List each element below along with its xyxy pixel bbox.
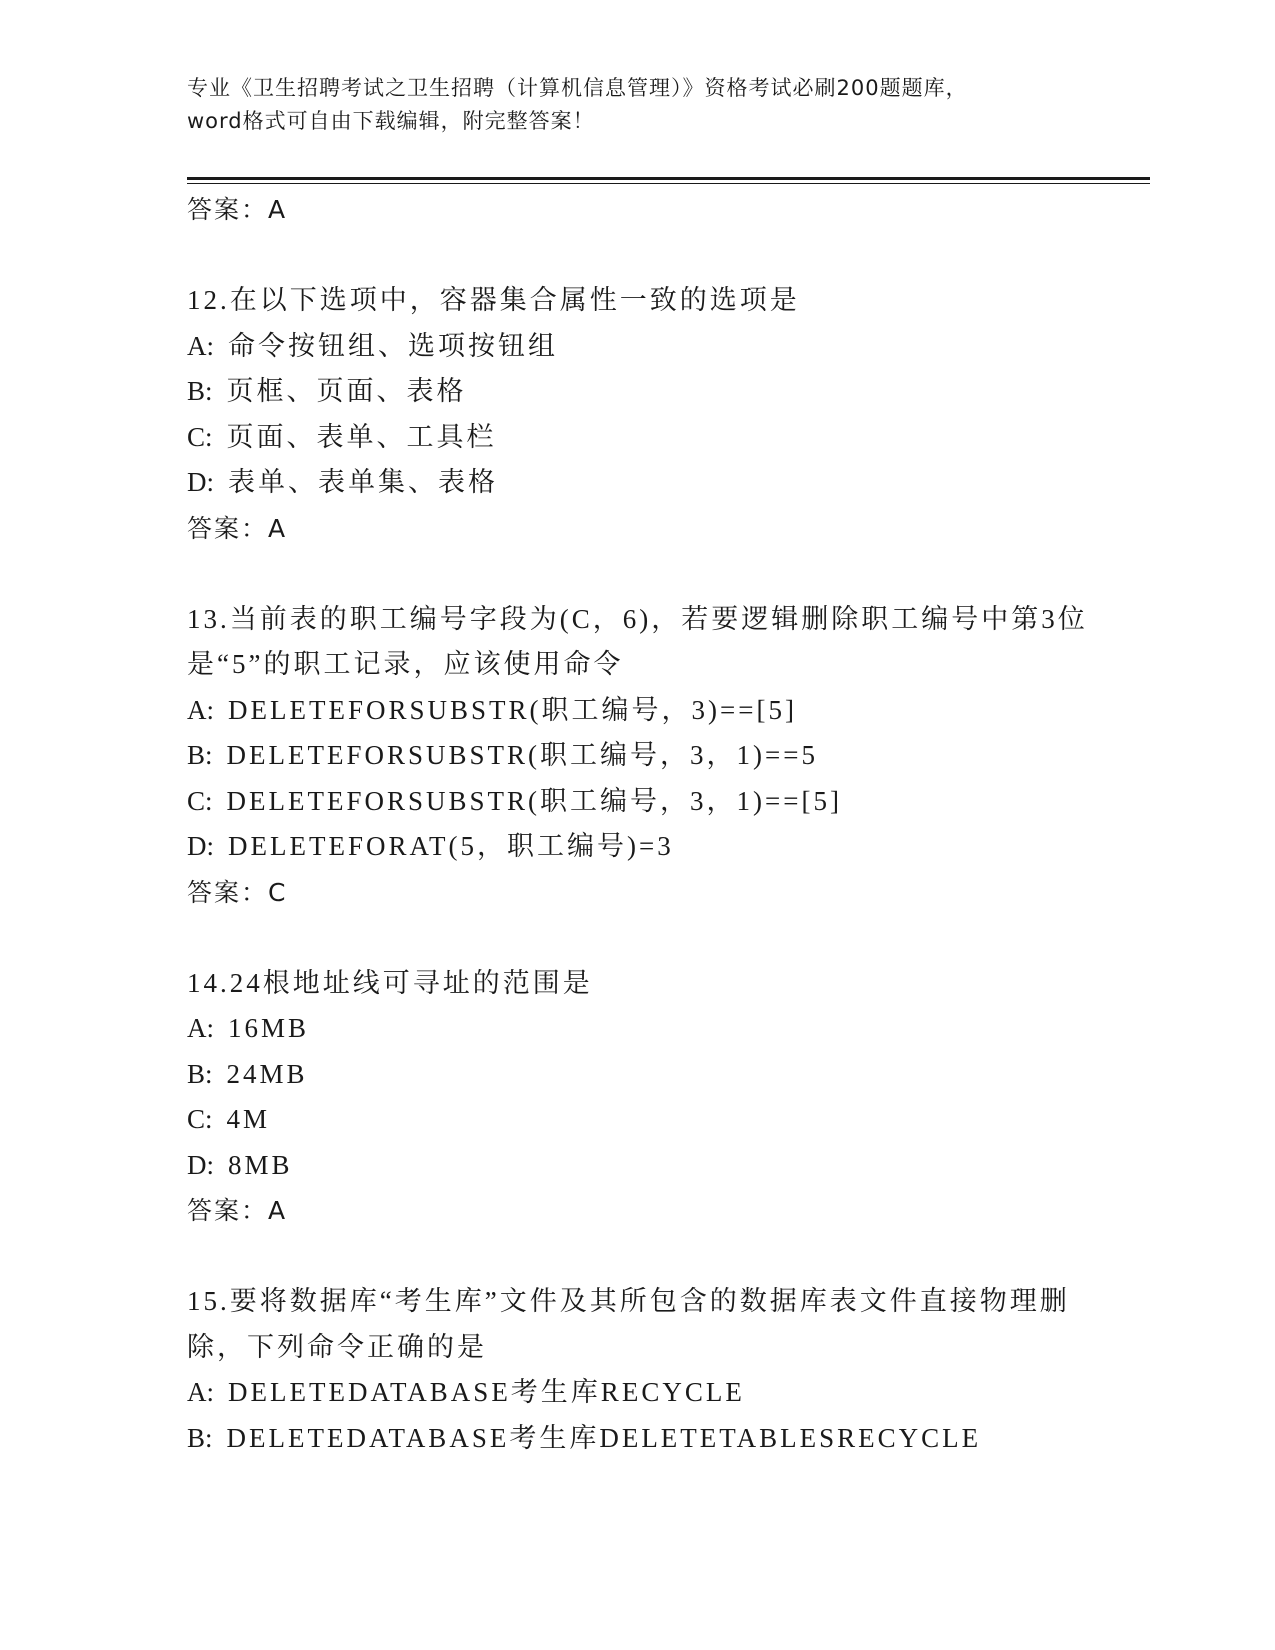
option-text: DELETEFORSUBSTR(职工编号，3，1)==5 [226,740,818,770]
header-divider-thin [187,183,1150,184]
option-key: C: [187,421,213,452]
option-key: B: [187,376,213,406]
answer-label: 答案： [187,513,269,543]
option-item [187,733,1087,779]
question-spacer [187,916,1087,961]
question-text: 14.24根地址线可寻址的范围是 [187,967,593,998]
option-key: A: [187,694,214,725]
answer-value: A [268,195,286,224]
header-line-1: 专业《卫生招聘考试之卫生招聘（计算机信息管理）》资格考试必刷200题题库， [187,76,968,100]
question-block [187,278,1087,552]
answer-label: 答案： [187,1196,269,1225]
header-line-2: word格式可自由下载编辑，附完整答案！ [187,109,595,133]
option-item [187,324,1087,370]
option-item [187,460,1087,506]
option-text: DELETEDATABASE考生库DELETETABLESRECYCLE [226,1422,982,1453]
option-text: 表单、表单集、表格 [228,467,498,497]
question-spacer [187,233,1087,278]
option-text: 4M [226,1104,271,1134]
option-key: C: [187,1104,213,1134]
question-text: 是“5”的职工记录，应该使用命令 [187,649,624,679]
option-key: D: [187,467,214,497]
question-text: 13.当前表的职工编号字段为(C，6)，若要逻辑删除职工编号中第3位 [187,603,1088,634]
answer-label: 答案： [187,195,269,224]
option-key: D: [187,831,214,861]
option-key: C: [187,785,213,816]
question-spacer [187,1234,1087,1279]
option-item [187,824,1087,870]
option-text: 8MB [228,1149,293,1180]
question-list [187,187,1087,1461]
answer-label: 答案： [187,877,269,907]
answer-line [187,1188,1087,1234]
option-key: A: [187,330,214,361]
document-header [187,72,1087,138]
option-text: 页框、页面、表格 [226,376,467,406]
option-item [187,369,1087,415]
answer-value: A [268,513,286,543]
option-text: 24MB [226,1058,308,1089]
question-block [187,597,1087,916]
question-spacer [187,552,1087,597]
question-text: 除，下列命令正确的是 [187,1331,487,1362]
option-text: 16MB [228,1013,310,1043]
answer-line [187,187,1087,233]
option-item [187,1097,1087,1143]
question-block [187,1279,1087,1461]
answer-line [187,870,1087,916]
question-block [187,961,1087,1235]
answer-value: A [268,1196,286,1225]
option-item [187,1416,1087,1462]
option-key: B: [187,740,213,770]
option-text: DELETEFORSUBSTR(职工编号，3，1)==[5] [226,785,842,816]
option-key: D: [187,1149,214,1180]
question-text: 15.要将数据库“考生库”文件及其所包含的数据库表文件直接物理删 [187,1286,1070,1316]
answer-value: C [268,877,286,907]
option-item [187,1370,1087,1416]
option-item [187,1006,1087,1052]
option-text: 页面、表单、工具栏 [226,421,497,452]
option-text: DELETEDATABASE考生库RECYCLE [228,1377,745,1407]
answer-line [187,506,1087,552]
option-item [187,415,1087,461]
option-key: A: [187,1377,214,1407]
question-text: 12.在以下选项中，容器集合属性一致的选项是 [187,285,800,315]
option-key: A: [187,1013,214,1043]
option-item [187,1143,1087,1189]
option-text: DELETEFORSUBSTR(职工编号，3)==[5] [228,694,797,725]
option-key: B: [187,1058,213,1089]
option-item [187,688,1087,734]
header-divider-thick [187,177,1150,180]
option-key: B: [187,1422,213,1453]
option-item [187,1052,1087,1098]
option-item [187,779,1087,825]
option-text: 命令按钮组、选项按钮组 [228,330,558,361]
option-text: DELETEFORAT(5，职工编号)=3 [228,831,674,861]
